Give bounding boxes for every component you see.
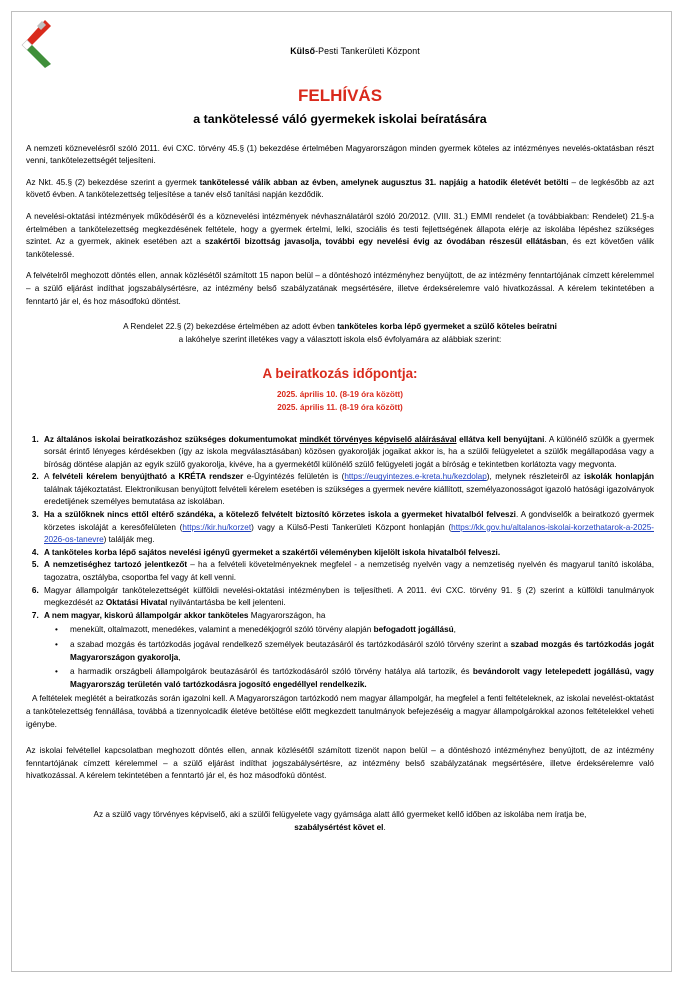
- list-item: 3. Ha a szülőknek nincs ettől eltérő szándéka, a kötelező felvételt biztosító körzetes iskola a gyermeket hivatalból felveszi. A gondviselők a beiratkozó gyermek körzetes iskoláját a keresőfelületen (https://kir.hu/korzet) vagy a Külső-Pesti Tankerületi Központ honlapján (https://kk.gov.hu/altalanos-iskolai-korzethatarok-a-2025-2026-os-tanevre) találják meg.: [41, 509, 654, 547]
- list-item: 1. Az általános iskolai beiratkozáshoz szükséges dokumentumokat mindkét törvényes képviselő aláírásával ellátva kell benyújtani. A különélő szülők a gyermek sorsát érintő lényeges kérdésekben (így az iskola megválasztásában) közösen gyakorolják jogaikat akkor is, ha a szülői felügyeletet a szülők megállapodása vagy a bíróság döntése alapján az egyik szülő gyakorolja, kivéve, ha a gyermekétől különélő szülő felügyeleti jogát a bíróság e tekintetben korlátozta vagy megvonta.: [41, 434, 654, 472]
- kir-link[interactable]: https://kir.hu/korzet: [182, 522, 252, 532]
- paragraph-final-appeal: Az iskolai felvétellel kapcsolatban meghozott döntés ellen, annak közlésétől számított tizenöt napon belül – a döntéshozó intézményhez benyújtott, de az intézmény fenntartójának címzett kérelemmel – a szülő eljárást indíthat jogszabálysértésre, az intézmény belső szabályzatának megsértésére, illetve érdeksérelemre való hivatkozással. A kérelem tekintetében a fenntartó jár el, és hoz másodfokú döntést.: [26, 746, 654, 781]
- header-organization: Külső-Pesti Tankerületi Központ: [290, 46, 420, 56]
- bullet-item: • a harmadik országbeli állampolgárok beutazásáról és tartózkodásáról szóló törvény hatálya alá tartozik, és bevándorolt vagy letelepedett jogállású, vagy Magyarország területén való tartózkodásra jogosító engedéllyel rendelkezik.: [70, 666, 654, 691]
- document-page: [11, 11, 672, 972]
- requirements-list: [26, 434, 654, 692]
- enrollment-date-2: 2025. április 11. (8-19 óra között): [277, 402, 403, 412]
- kreta-link[interactable]: https://eugyintezes.e-kreta.hu/kezdolap: [344, 472, 487, 482]
- foreign-citizen-conditions: [44, 624, 654, 691]
- bullet-item: • a szabad mozgás és tartózkodás jogával rendelkező személyek beutazásáról és tartózkodásáról szóló törvény szerint a szabad mozgás és tartózkodás jogát Magyarországon gyakorolja,: [70, 639, 654, 664]
- enrollment-title: A beiratkozás időpontja:: [262, 366, 418, 382]
- list-item: 6. Magyar állampolgár tankötelezettségét külföldi nevelési-oktatási intézményben is teljesítheti. A 2011. évi CXC. törvény 91. § (2) szerint a külföldi tanulmányok megkezdését az Oktatási Hivatal nyilvántartásba be kell jelenteni.: [41, 585, 654, 610]
- paragraph-conditions-proof: A feltételek meglétét a beiratkozás során igazolni kell. A Magyarországon tartózkodó nem magyar állampolgár, ha megfelel a fenti feltételeknek, az iskolai nevelést-oktatást a tankötelezettség fennállása, továbbá a tizennyolcadik életéve betöltése előtt megkezdett tanulmányok befejezéséig a magyar állampolgárokkal azonos feltételekkel veheti igénybe.: [26, 694, 654, 729]
- paragraph-obligation: A Rendelet 22.§ (2) bekezdése értelmében az adott évben tanköteles korba lépő gyermeket a szülő köteles beíratni a lakóhelye szerint illetékes vagy a választott iskola első évfolyamára az alábbiak szerint:: [123, 322, 557, 344]
- page-title: FELHÍVÁS: [297, 85, 383, 105]
- kk-gov-link[interactable]: https://kk.gov.hu/altalanos-iskolai-korzethatarok-a-2025-2026-os-tanevre: [44, 522, 654, 545]
- page-subtitle: a tankötelessé váló gyermekek iskolai beíratására: [193, 111, 487, 126]
- list-item: 2. A felvételi kérelem benyújtható a KRÉTA rendszer e-Ügyintézés felületén is (https://eugyintezes.e-kreta.hu/kezdolap), melynek részleteiről az iskolák honlapján találnak tájékoztatást. Elektronikusan benyújtott felvételi kérelem esetében is szükséges a gyermek nevére kiállított, személyazonosságot igazoló hatósági igazolványok eredetijének személyes bemutatása az iskolában.: [41, 471, 654, 509]
- paragraph-law: A nemzeti köznevelésről szóló 2011. évi CXC. törvény 45.§ (1) bekezdése értelmében Magyarországon minden gyermek köteles az intézményes nevelés-oktatásban részt venni, tankötelezettségét teljesíteni.: [26, 143, 654, 166]
- paragraph-school-age: Az Nkt. 45.§ (2) bekezdése szerint a gyermek tankötelessé válik abban az évben, amelynek augusztus 31. napjáig a hatodik életévét betölti – de legkésőbb az azt követő évben. A tankötelezettség teljesítése a tanév első tanítási napján kezdődik.: [26, 177, 654, 200]
- list-item: 5. A nemzetiséghez tartozó jelentkezőt – ha a felvételi követelményeknek megfelel - a nemzetiség nyelvén vagy a nemzetiség nyelvén és magyarul tanító iskolába, tagozatra, osztályba, csoportba fel vagy át kell venni.: [41, 559, 654, 584]
- list-item: 7. A nem magyar, kiskorú állampolgár akkor tanköteles Magyarországon, ha • menekült, oltalmazott, menedékes, valamint a menedékjogról szóló törvény alapján befogadott jogállású, • a szabad mozgás és tartózkodás jogával rendelkező személyek beutazásáról és tartózkodásáról szóló törvény szerint a szabad mozgás és tartózkodás jogát Magyarországon gyakorolja, • a harmadik országbeli állampolgárok beutazásáról és tartózkodásáról szóló törvény hatálya alá tartozik, és bevándorolt vagy letelepedett jogállású, vagy Magyarország területén való tartózkodásra jogosító engedéllyel rendelkezik.: [41, 610, 654, 692]
- paragraph-appeal: A felvételről meghozott döntés ellen, annak közlésétől számított 15 napon belül – a döntéshozó intézményhez benyújtott, de az intézmény fenntartójának címzett kérelemmel – a szülő eljárást indíthat jogszabálysértésre, az intézmény belső szabályzatának megsértésére, illetve érdeksérelemre való hivatkozással. A kérelem tekintetében a fenntartó jár el, és hoz másodfokú döntést.: [26, 271, 654, 306]
- list-item: 4. A tanköteles korba lépő sajátos nevelési igényű gyermeket a szakértői véleményben kijelölt iskola hivatalból felveszi.: [41, 547, 654, 560]
- closing-warning: Az a szülő vagy törvényes képviselő, aki a szülői felügyelete vagy gyámsága alatt álló gyermeket kellő időben az iskolába nem íratja be, szabálysértést követ el.: [93, 809, 587, 832]
- kk-logo: [18, 18, 54, 68]
- enrollment-date-1: 2025. április 10. (8-19 óra között): [276, 390, 404, 400]
- paragraph-readiness: A nevelési-oktatási intézmények működéséről és a köznevelési intézmények névhasználatáról szóló 20/2012. (VIII. 31.) EMMI rendelet (a továbbiakban: Rendelet) 21.§-a értelmében a tankötelezettség megkezdésének feltétele, hogy a gyermek értelmi, lelki, szociális és testi fejlettségének állapota elérje az iskolába lépéshez szükséges szintet. Az a gyermek, akinek esetében azt a szakértői bizottság javasolja, további egy nevelési évig az óvodában részesül ellátásban, és ezt követően válik tankötelessé.: [26, 211, 654, 259]
- bullet-item: • menekült, oltalmazott, menedékes, valamint a menedékjogról szóló törvény alapján befogadott jogállású,: [70, 624, 654, 637]
